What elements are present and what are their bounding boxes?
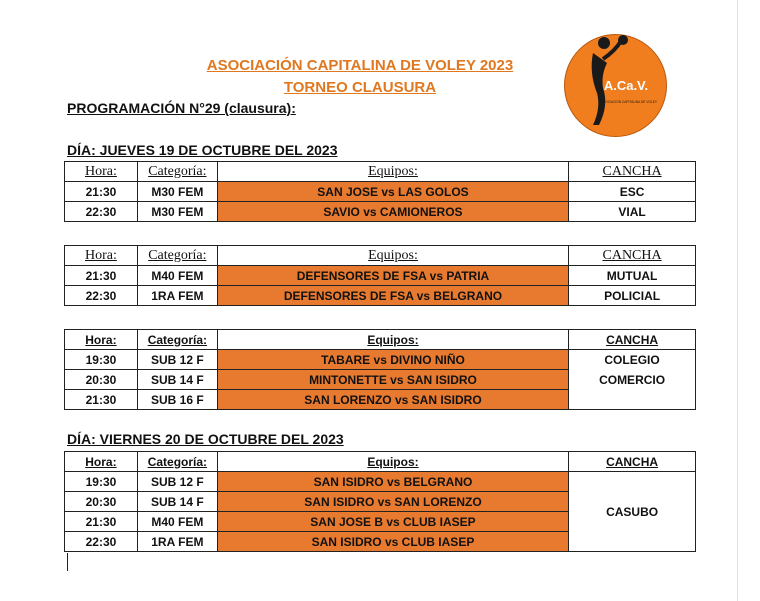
page-title: ASOCIACIÓN CAPITALINA DE VOLEY 2023: [206, 57, 514, 74]
cell-hora: 21:30: [65, 182, 138, 202]
table-row: [65, 266, 696, 286]
cell-equipos: SAN JOSE B vs CLUB IASEP: [217, 512, 568, 532]
col-equipos: Equipos:: [367, 454, 419, 469]
cell-cancha: COMERCIO: [569, 370, 696, 390]
col-categoria: Categoría:: [148, 163, 207, 179]
col-equipos: Equipos:: [368, 247, 418, 263]
cell-hora: 22:30: [65, 286, 138, 306]
cell-equipos: DEFENSORES DE FSA vs BELGRANO: [217, 286, 568, 306]
cell-cancha: [569, 390, 696, 410]
col-equipos: Equipos:: [367, 332, 419, 347]
cell-hora: 19:30: [65, 472, 138, 492]
table-row: [65, 182, 696, 202]
day2-heading: DÍA: VIERNES 20 DE OCTUBRE DEL 2023: [67, 431, 344, 447]
table-header-row: [65, 162, 696, 182]
schedule-table-day1-block1: [64, 161, 696, 222]
cell-categoria: 1RA FEM: [137, 532, 217, 552]
cell-equipos: SAN ISIDRO vs CLUB IASEP: [217, 532, 568, 552]
col-equipos: Equipos:: [368, 163, 418, 179]
table-row: [65, 350, 696, 370]
cell-cancha: CASUBO: [569, 472, 696, 552]
cell-equipos: SAVIO vs CAMIONEROS: [217, 202, 568, 222]
cell-categoria: M30 FEM: [137, 202, 217, 222]
schedule-table-day2: [64, 451, 696, 552]
cell-hora: 21:30: [65, 266, 138, 286]
table-row: [65, 390, 696, 410]
col-categoria: Categoría:: [147, 454, 208, 469]
col-hora: Hora:: [85, 163, 117, 179]
cell-categoria: SUB 14 F: [137, 370, 217, 390]
page-subtitle: TORNEO CLAUSURA: [283, 79, 437, 96]
cell-cancha: VIAL: [569, 202, 696, 222]
table-row: [65, 286, 696, 306]
table-row: [65, 370, 696, 390]
col-cancha: CANCHA: [606, 332, 659, 347]
col-hora: Hora:: [85, 247, 117, 263]
schedule-table-day1-block3: [64, 329, 696, 410]
cell-hora: 19:30: [65, 350, 138, 370]
text-cursor: [67, 553, 68, 571]
table-header-row: [65, 330, 696, 350]
cell-categoria: M40 FEM: [137, 512, 217, 532]
schedule-table-day1-block2: [64, 245, 696, 306]
col-cancha: CANCHA: [606, 454, 659, 469]
logo-subtext: ASOCIACION CAPITALINA DE VOLEY: [601, 100, 657, 104]
cell-equipos: SAN ISIDRO vs BELGRANO: [217, 472, 568, 492]
col-cancha: CANCHA: [602, 247, 662, 263]
cell-cancha: ESC: [569, 182, 696, 202]
col-categoria: Categoría:: [148, 247, 207, 263]
cell-categoria: 1RA FEM: [137, 286, 217, 306]
cell-equipos: TABARE vs DIVINO NIÑO: [217, 350, 568, 370]
cell-equipos: SAN ISIDRO vs SAN LORENZO: [217, 492, 568, 512]
cell-hora: 22:30: [65, 532, 138, 552]
cell-cancha: MUTUAL: [569, 266, 696, 286]
programacion-heading: PROGRAMACIÓN N°29 (clausura):: [67, 100, 296, 116]
cell-hora: 21:30: [65, 390, 138, 410]
col-categoria: Categoría:: [147, 332, 208, 347]
table-header-row: [65, 246, 696, 266]
cell-hora: 22:30: [65, 202, 138, 222]
day1-heading: DÍA: JUEVES 19 DE OCTUBRE DEL 2023: [67, 142, 338, 158]
cell-cancha: COLEGIO: [569, 350, 696, 370]
col-cancha: CANCHA: [602, 163, 662, 179]
cell-categoria: SUB 14 F: [137, 492, 217, 512]
cell-categoria: SUB 12 F: [137, 472, 217, 492]
col-hora: Hora:: [85, 454, 117, 469]
cell-hora: 20:30: [65, 370, 138, 390]
cell-equipos: MINTONETTE vs SAN ISIDRO: [217, 370, 568, 390]
cell-categoria: M30 FEM: [137, 182, 217, 202]
table-row: [65, 472, 696, 492]
cell-equipos: SAN JOSE vs LAS GOLOS: [217, 182, 568, 202]
cell-hora: 20:30: [65, 492, 138, 512]
col-hora: Hora:: [85, 332, 117, 347]
cell-equipos: DEFENSORES DE FSA vs PATRIA: [217, 266, 568, 286]
cell-categoria: M40 FEM: [137, 266, 217, 286]
table-row: [65, 202, 696, 222]
table-header-row: [65, 452, 696, 472]
cell-cancha: POLICIAL: [569, 286, 696, 306]
cell-categoria: SUB 16 F: [137, 390, 217, 410]
cell-categoria: SUB 12 F: [137, 350, 217, 370]
cell-equipos: SAN LORENZO vs SAN ISIDRO: [217, 390, 568, 410]
page-edge-line: [737, 0, 738, 601]
cell-hora: 21:30: [65, 512, 138, 532]
logo-text: A.Ca.V.: [603, 78, 649, 93]
acav-logo: [563, 33, 668, 138]
